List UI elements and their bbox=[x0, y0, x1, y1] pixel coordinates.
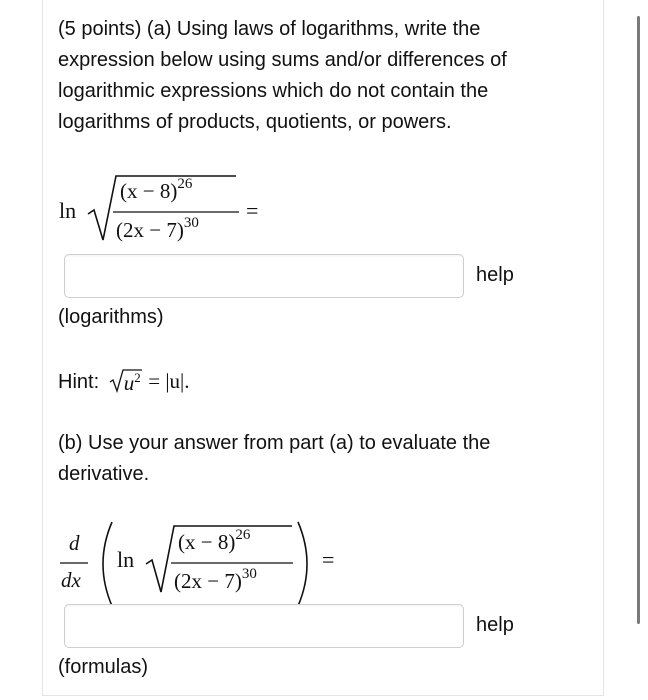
hint-rhs: = |u|. bbox=[148, 369, 190, 393]
part-a-denominator: $(2x - 7)^{30}$ bbox=[116, 215, 199, 242]
part-b-left-paren bbox=[92, 520, 116, 610]
part-b-d-denominator: dx bbox=[61, 568, 81, 592]
scrollbar[interactable] bbox=[637, 16, 640, 624]
part-b-equals: = bbox=[322, 547, 335, 572]
part-a-answer-input[interactable] bbox=[64, 254, 464, 298]
part-b-d-fraction-bar bbox=[60, 562, 90, 566]
part-a-prompt: (5 points) (a) Using laws of logarithms, write the expression below using sums and/or differences of logarithmic expressions which do not contain the logarithms of products, quotients, or powers. bbox=[58, 18, 507, 133]
hint-label: Hint: bbox=[58, 371, 100, 393]
part-a-note: (logarithms) bbox=[58, 306, 164, 328]
part-b-answer-input[interactable] bbox=[64, 604, 464, 648]
part-b-fraction-bar bbox=[171, 562, 301, 566]
part-a-ln: ln bbox=[59, 198, 77, 223]
part-a-equals: = bbox=[246, 198, 259, 223]
hint-sqrt bbox=[109, 368, 143, 395]
part-a-fraction-bar bbox=[113, 211, 243, 215]
part-b-denominator: $(2x - 7)^{30}$ bbox=[174, 566, 257, 593]
part-b-right-paren bbox=[294, 520, 318, 610]
hint bbox=[58, 368, 190, 394]
part-b-d-numerator: d bbox=[69, 531, 80, 555]
part-b-prompt: (b) Use your answer from part (a) to evaluate the derivative. bbox=[58, 432, 491, 485]
part-a-help-link[interactable]: help bbox=[476, 264, 514, 286]
hint-radicand: $u^2$ bbox=[123, 370, 141, 395]
part-b-help-link[interactable]: help bbox=[476, 614, 514, 636]
part-a-numerator: $(x - 8)^{26}$ bbox=[120, 176, 193, 203]
part-b-note: (formulas) bbox=[58, 656, 149, 678]
part-b-numerator: $(x - 8)^{26}$ bbox=[178, 527, 251, 554]
part-b-ln: ln bbox=[117, 547, 135, 572]
